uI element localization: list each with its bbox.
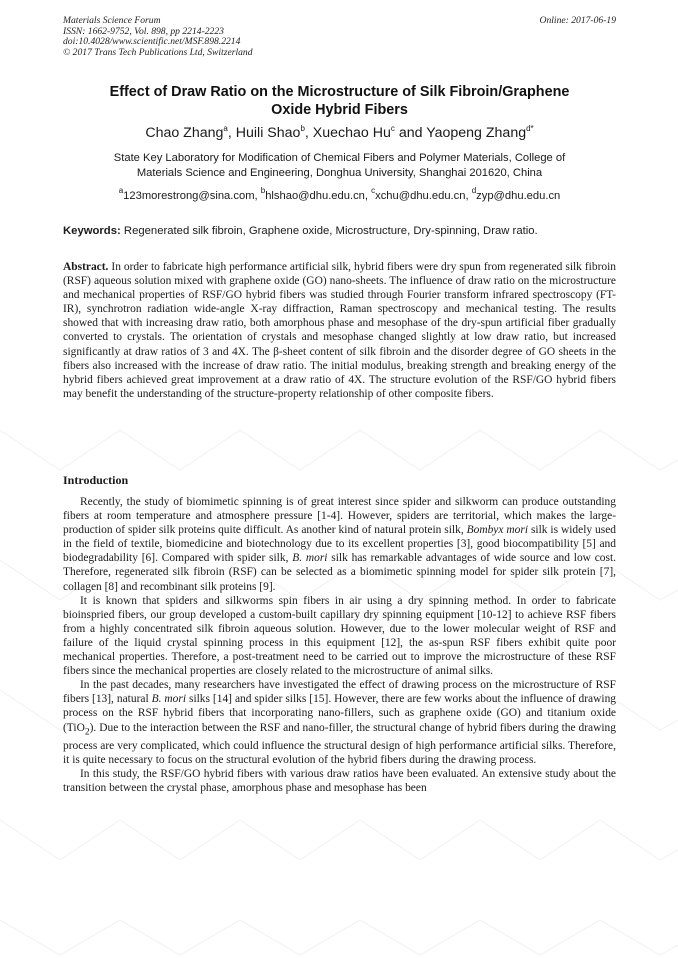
author-sep: , (304, 125, 313, 141)
email-sup: d (471, 186, 477, 195)
paragraph: It is known that spiders and silkworms spin fibers in air using a dry spinning method. In order to fabricate bioinspried fibers, our group developed a custom-built capillary dry spinning equipment [10-12] to achieve RSF fibers from a highly concentrated silk fibroin aqueous solution. However, due to the lower molecular weight of RSF and failure of the liquid crystal spinning process in this equipment [12], the as-spun RSF fibers exhibit quite poor mechanical properties. Therefore, a post-treatment need to be carried out to improve the microstructure of these RSF fibers since the mechanical properties are closely related to the microstructure of animal silks. (63, 594, 616, 678)
email-address[interactable]: zyp@dhu.edu.cn (476, 190, 561, 202)
author-name: Yaopeng Zhang (426, 125, 527, 141)
italic-run: Bombyx mori (466, 524, 529, 537)
keywords-text: Regenerated silk fibroin, Graphene oxide, Microstructure, Dry-spinning, Draw ratio. (120, 225, 538, 237)
keywords-label: Keywords: (63, 225, 121, 237)
text-run: silks [14] and spider silks [15]. However, there are few works about the influence of drawing process on the RSF hybrid fibers that incorporating nano-fillers, such as graphene oxide (GO) and titanium oxide (TiO (63, 693, 617, 734)
introduction-body (63, 495, 616, 795)
email-sup: b (260, 186, 266, 195)
text-run: silk is widely used in the field of textile, biomedicine and biotechnology due to its excellent properties [3], good biocompatibility [5] and biodegradability [6]. Compared with spider silk, (63, 524, 617, 565)
text-run: Recently, the study of biomimetic spinning is of great interest since spider and silkworm can produce outstanding fibers at room temperature and atmosphere pressure [1-4]. However, spiders are territorial, which makes the large-production of spider silk proteins quite difficult. As another kind of natural protein silk, (63, 496, 616, 537)
text-run: silk has remarkable advantages of wide source and low cost. Therefore, regenerated silk fibroin (RSF) can be selected as a biomimetic spinning model for spider silk protein [7], collagen [8] and recombinant silk proteins [9]. (63, 552, 616, 593)
publication-header (63, 16, 616, 58)
author-sup: a (223, 124, 228, 133)
italic-run: B. mori (292, 552, 328, 565)
issn-line: ISSN: 1662-9752, Vol. 898, pp 2214-2223 (63, 25, 224, 37)
abstract-text: In order to fabricate high performance artificial silk, hybrid fibers were dry spun from regenerated silk fibroin (RSF) aqueous solution mixed with graphene oxide (GO) nano-sheets. The influence of draw ratio on the microstructure and mechanical properties of RSF/GO hybrid fibers was studied through Fourier transform infrared spectroscopy (FT-IR), synchrotron radiation wide-angle X-ray diffraction, Raman spectroscopy and mechanical testing. The results showed that with increasing draw ratio, both amorphous phase and mesophase of the dry-spun artificial fiber gradually converted to crystals. The orientation of crystals and mesophase changed slightly at low draw ratio, but increased significantly at draw ratios of 3 and 4X. The β-sheet content of silk fibroin and the disorder degree of GO sheets in the fibers also increased with the increase of draw ratio. The initial modulus, breaking strength and breaking energy of the hybrid fibers achieved great improvement at a draw ratio of 4X. The structure evolution of the RSF/GO hybrid fibers may benefit the understanding of the structure-property relationship of other composite fibers. (63, 261, 616, 400)
paper-title (63, 83, 616, 119)
intro-heading: Introduction (63, 473, 129, 487)
title-line-1: Effect of Draw Ratio on the Microstructure of Silk Fibroin/Graphene (109, 84, 570, 100)
author-list (63, 124, 616, 142)
affiliation-line-1: State Key Laboratory for Modification of Chemical Fibers and Polymer Materials, College of (113, 152, 566, 164)
author-sup: d* (526, 124, 534, 133)
keywords (63, 224, 616, 238)
email-address[interactable]: hlshao@dhu.edu.cn, (265, 190, 372, 202)
email-address[interactable]: 123morestrong@sina.com, (123, 190, 261, 202)
author-sep: and (394, 125, 427, 141)
abstract-label: Abstract. (63, 261, 109, 273)
affiliation-line-2: Materials Science and Engineering, Donghua University, Shanghai 201620, China (136, 166, 543, 179)
text-run: In the past decades, many researchers have investigated the effect of drawing process on the microstructure of RSF fibers [13], natural (63, 679, 616, 706)
author-sup: c (390, 124, 395, 133)
email-sup: c (371, 186, 376, 195)
journal-name: Materials Science Forum (63, 15, 161, 26)
author-sup: b (300, 124, 305, 133)
author-sep: , (227, 125, 236, 141)
paragraph (63, 495, 616, 594)
abstract (63, 260, 616, 401)
author-name: Xuechao Hu (312, 125, 391, 141)
copyright-line: © 2017 Trans Tech Publications Ltd, Switzerland (63, 46, 253, 58)
paragraph: In this study, the RSF/GO hybrid fibers with various draw ratios have been evaluated. An extensive study about the transition between the crystal phase, amorphous phase and mesophase has been (63, 768, 616, 795)
title-line-2: Oxide Hybrid Fibers (271, 102, 408, 118)
email-list (63, 186, 616, 203)
text-run: ). Due to the interaction between the RSF and nano-filler, the structural change of hybrid fibers during the drawing process are very complicated, which could influence the structural design of high performance artificial silks. Therefore, it is quite necessary to focus on the structural evolution of the hybrid fibers during the drawing process. (63, 721, 616, 766)
author-name: Huili Shao (235, 125, 301, 141)
subscript: 2 (84, 725, 90, 737)
paragraph (63, 678, 616, 767)
email-address[interactable]: xchu@dhu.edu.cn, (375, 190, 472, 202)
affiliation (63, 151, 616, 180)
online-date: Online: 2017-06-19 (539, 15, 616, 26)
doi-line: doi:10.4028/www.scientific.net/MSF.898.2214 (63, 36, 241, 47)
author-name: Chao Zhang (145, 125, 224, 141)
email-sup: a (118, 186, 124, 195)
italic-run: B. mori (151, 693, 187, 706)
